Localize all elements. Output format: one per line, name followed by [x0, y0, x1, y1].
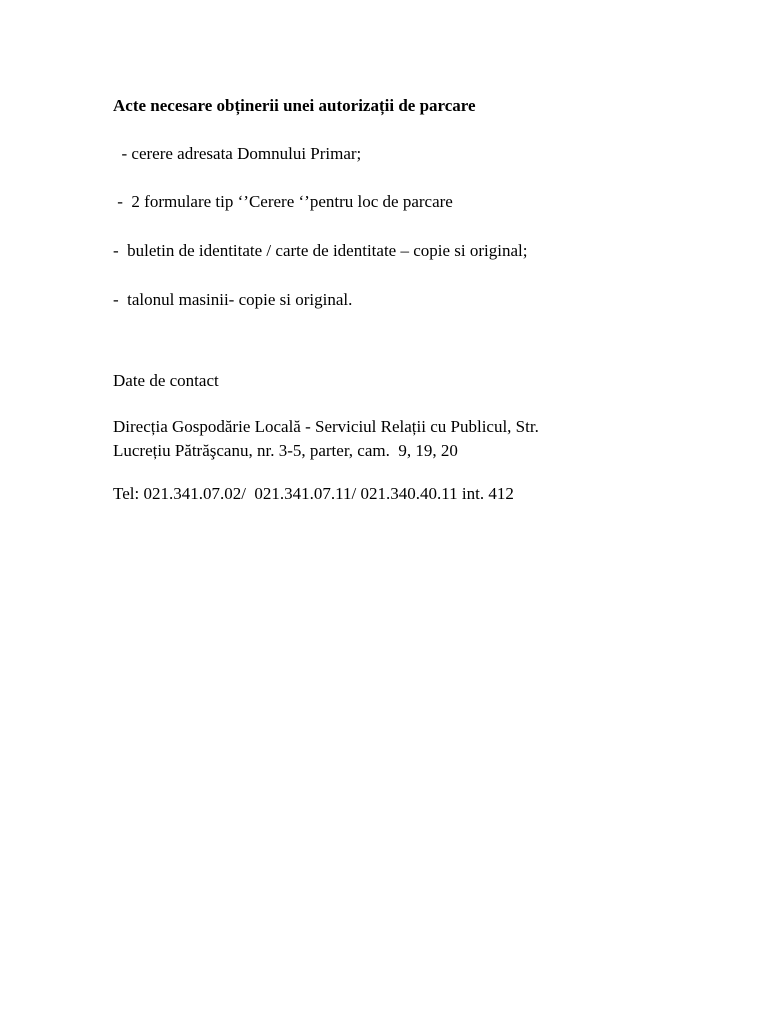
- requirement-item: - cerere adresata Domnului Primar;: [113, 144, 362, 163]
- address-line: Direcția Gospodărie Locală - Serviciul Relații cu Publicul, Str.: [113, 417, 539, 436]
- address-line: Lucrețiu Pătrăşcanu, nr. 3-5, parter, cam. 9, 19, 20: [113, 441, 458, 460]
- contact-phone: Tel: 021.341.07.02/ 021.341.07.11/ 021.340.40.11 int. 412: [113, 484, 514, 503]
- requirement-item: - buletin de identitate / carte de identitate – copie si original;: [113, 241, 528, 260]
- document-title: Acte necesare obținerii unei autorizații de parcare: [113, 96, 476, 115]
- requirement-item: - 2 formulare tip ‘’Cerere ‘’pentru loc de parcare: [113, 192, 453, 211]
- contact-heading: Date de contact: [113, 371, 219, 390]
- requirement-item: - talonul masinii- copie si original.: [113, 290, 353, 309]
- contact-address: [113, 415, 673, 463]
